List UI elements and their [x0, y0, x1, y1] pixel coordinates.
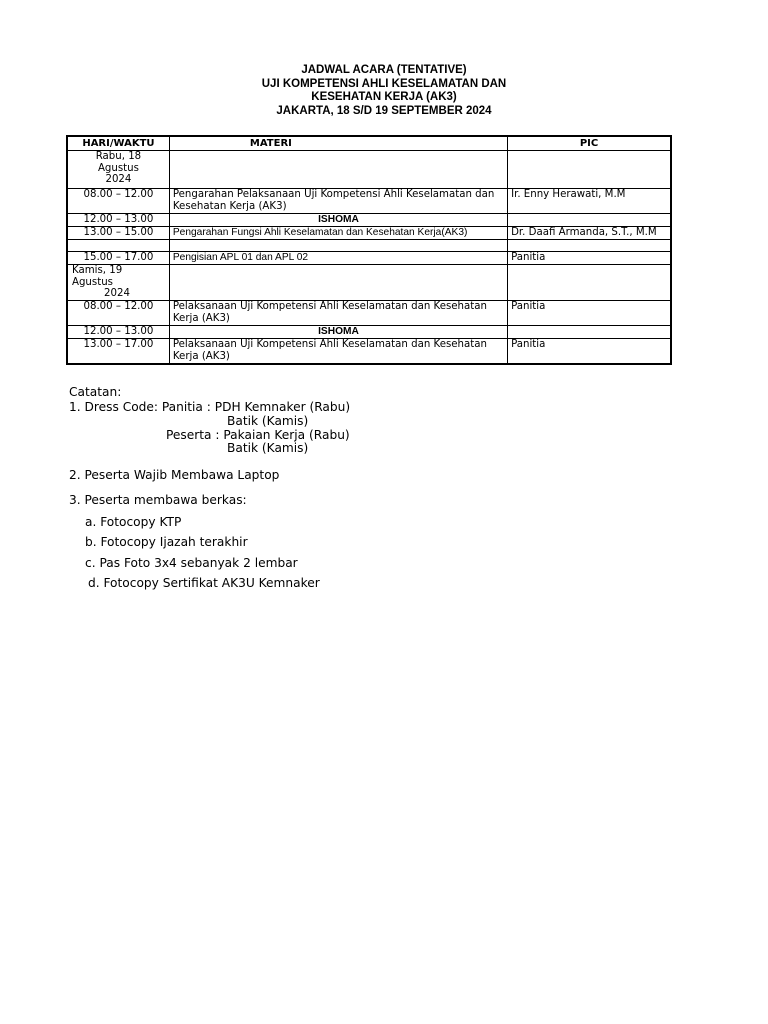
time-cell: 12.00 – 13.00 [67, 214, 169, 227]
column-header-pic: PIC [508, 136, 671, 151]
materi-cell-ishoma: ISHOMA [169, 326, 507, 339]
day2-materi-cell [169, 265, 507, 301]
note-dress-code-panitia-kamis: Batik (Kamis) [227, 414, 309, 428]
note-laptop: 2. Peserta Wajib Membawa Laptop [69, 468, 280, 482]
materi-cell: Pengarahan Fungsi Ahli Keselamatan dan Kesehatan Kerja(AK3) [169, 227, 507, 240]
day1-label-line1: Rabu, 18 [95, 151, 142, 162]
time-cell: 13.00 – 17.00 [67, 339, 169, 365]
table-row [67, 339, 671, 365]
note-dress-code: 1. Dress Code: Panitia : PDH Kemnaker (Rabu) [69, 400, 351, 414]
table-row-day1 [67, 151, 671, 189]
time-cell: 15.00 – 17.00 [67, 252, 169, 265]
table-row [67, 252, 671, 265]
time-cell: 12.00 – 13.00 [67, 326, 169, 339]
materi-cell-ishoma: ISHOMA [169, 214, 507, 227]
schedule-table [66, 135, 672, 365]
table-header-row [67, 136, 671, 151]
note-dress-code-peserta-kamis: Batik (Kamis) [227, 441, 309, 455]
note-berkas-pas-foto: c. Pas Foto 3x4 sebanyak 2 lembar [85, 556, 298, 570]
pic-cell: Panitia [508, 301, 671, 326]
pic-cell [508, 214, 671, 227]
pic-cell: Dr. Daafi Armanda, S.T., M.M [508, 227, 671, 240]
note-berkas-ktp: a. Fotocopy KTP [85, 515, 182, 529]
header-location-date: JAKARTA, 18 S/D 19 SEPTEMBER 2024 [276, 104, 492, 117]
pic-cell [508, 326, 671, 339]
pic-cell: Panitia [508, 339, 671, 365]
header-title: JADWAL ACARA (TENTATIVE) [301, 64, 467, 76]
empty-cell [67, 240, 169, 252]
day2-pic-cell [508, 265, 671, 301]
header-subtitle: UJI KOMPETENSI AHLI KESELAMATAN DAN [261, 77, 507, 90]
table-row [67, 326, 671, 339]
table-row-day2 [67, 265, 671, 301]
note-dress-code-peserta: Peserta : Pakaian Kerja (Rabu) [166, 428, 350, 442]
day2-label-line3: 2024 [104, 288, 130, 299]
day2-cell [67, 265, 169, 301]
day1-label-line2: Agustus [97, 162, 139, 174]
materi-cell: Pengarahan Pelaksanaan Uji Kompetensi Ahli Keselamatan dan Kesehatan Kerja (AK3) [169, 189, 507, 214]
materi-cell: Pelaksanaan Uji Kompetensi Ahli Keselamatan dan Kesehatan Kerja (AK3) [169, 301, 507, 326]
time-cell: 13.00 – 15.00 [67, 227, 169, 240]
table-row [67, 227, 671, 240]
time-cell: 08.00 – 12.00 [67, 301, 169, 326]
column-header-time: HARI/WAKTU [67, 136, 169, 151]
day1-pic-cell [508, 151, 671, 189]
document-header [0, 64, 768, 118]
pic-cell: Panitia [508, 252, 671, 265]
table-row-empty [67, 240, 671, 252]
header-subtitle-cont: KESEHATAN KERJA (AK3) [311, 91, 457, 103]
note-berkas-ijazah: b. Fotocopy Ijazah terakhir [85, 535, 248, 549]
column-header-materi: MATERI [169, 136, 507, 151]
notes-section [69, 385, 351, 590]
materi-cell: Pelaksanaan Uji Kompetensi Ahli Keselamatan dan Kesehatan Kerja (AK3) [169, 339, 507, 365]
day1-cell [67, 151, 169, 189]
table-row [67, 214, 671, 227]
table-row [67, 189, 671, 214]
time-cell: 08.00 – 12.00 [67, 189, 169, 214]
note-berkas-sertifikat: d. Fotocopy Sertifikat AK3U Kemnaker [88, 576, 320, 590]
table-row [67, 301, 671, 326]
materi-cell: Pengisian APL 01 dan APL 02 [169, 252, 507, 265]
pic-cell: Ir. Enny Herawati, M.M [508, 189, 671, 214]
day2-label-line2: Agustus [72, 276, 113, 288]
day1-materi-cell [169, 151, 507, 189]
empty-cell [169, 240, 507, 252]
note-berkas: 3. Peserta membawa berkas: [69, 493, 247, 507]
day1-label-line3: 2024 [105, 174, 132, 185]
day2-label-line1: Kamis, 19 [72, 265, 123, 276]
empty-cell [508, 240, 671, 252]
notes-title: Catatan: [69, 385, 122, 399]
